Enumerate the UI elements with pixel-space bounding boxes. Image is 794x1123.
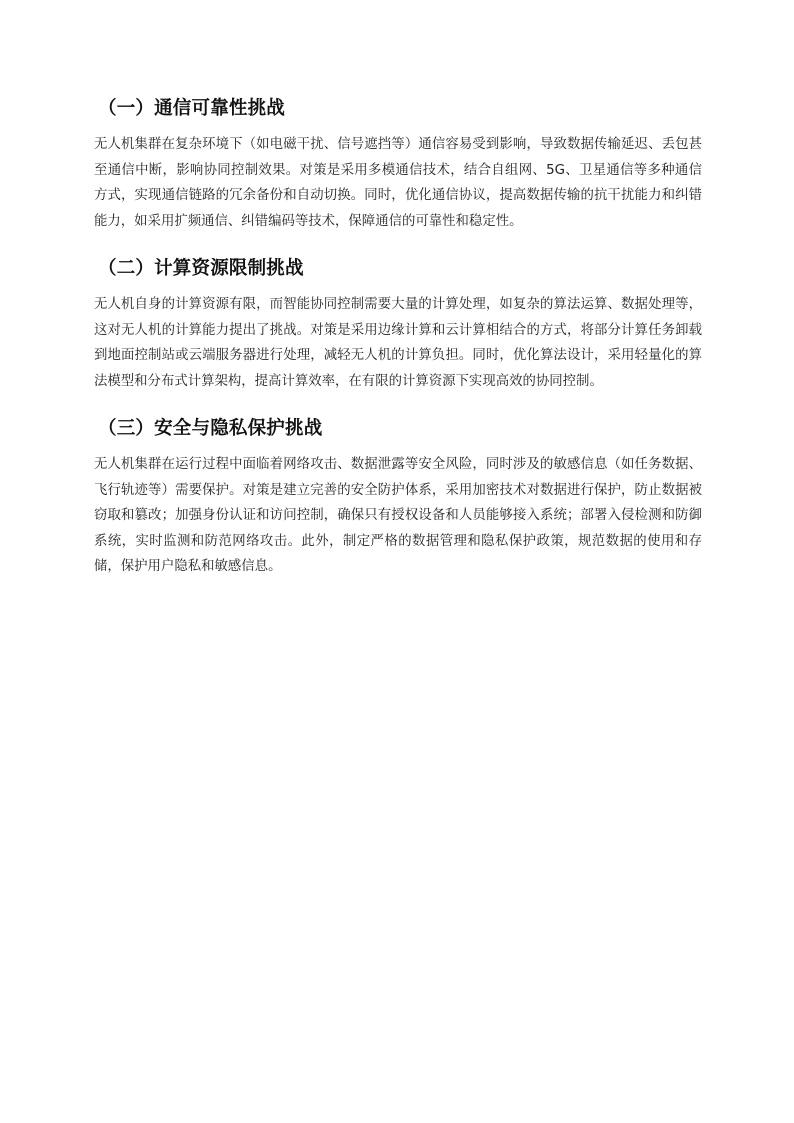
section-body-security: 无人机集群在运行过程中面临着网络攻击、数据泄露等安全风险，同时涉及的敏感信息（如任务数据、飞行轨迹等）需要保护。对策是建立完善的安全防护体系，采用加密技术对数据进行保护，防止数据被窃取和篡改；加强身份认证和访问控制，确保只有授权设备和人员能够接入系统；部署入侵检测和防御系统，实时监测和防范网络攻击。此外，制定严格的数据管理和隐私保护政策，规范数据的使用和存储，保护用户隐私和敏感信息。: [94, 457, 702, 574]
section-heading-security: （三）安全与隐私保护挑战: [98, 418, 323, 439]
section-body-computing: 无人机自身的计算资源有限，而智能协同控制需要大量的计算处理，如复杂的算法运算、数据处理等，这对无人机的计算能力提出了挑战。对策是采用边缘计算和云计算相结合的方式，将部分计算任务卸载到地面控制站或云端服务器进行处理，减轻无人机的计算负担。同时，优化算法设计，采用轻量化的算法模型和分布式计算架构，提高计算效率，在有限的计算资源下实现高效的协同控制。: [94, 297, 702, 389]
document-content: [94, 94, 702, 580]
section-body-communication: 无人机集群在复杂环境下（如电磁干扰、信号遮挡等）通信容易受到影响，导致数据传输延迟、丢包甚至通信中断，影响协同控制效果。对策是采用多模通信技术，结合自组网、5G、卫星通信等多种通信方式，实现通信链路的冗余备份和自动切换。同时，优化通信协议，提高数据传输的抗干扰能力和纠错能力，如采用扩频通信、纠错编码等技术，保障通信的可靠性和稳定性。: [94, 137, 702, 229]
section-heading-computing: （二）计算资源限制挑战: [98, 258, 304, 279]
section-heading-communication: （一）通信可靠性挑战: [98, 98, 286, 119]
